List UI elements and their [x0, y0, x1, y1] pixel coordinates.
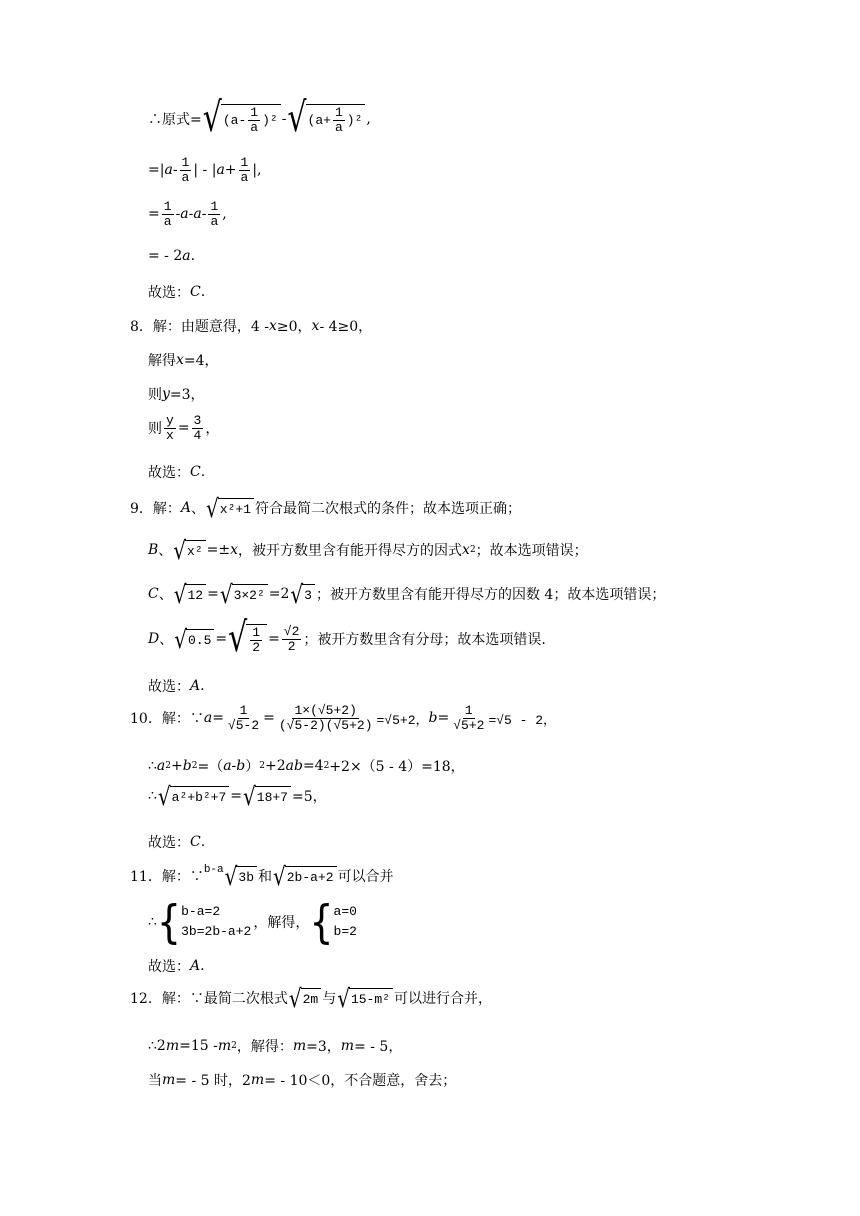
- text: 11．解：∵: [130, 869, 204, 885]
- denominator: 2: [287, 638, 296, 654]
- p12-line-2: [148, 1036, 402, 1056]
- var-x: x: [462, 542, 470, 558]
- var-x: x: [311, 318, 320, 334]
- text: ,: [366, 111, 371, 128]
- radicand: x²: [185, 540, 206, 560]
- option-letter: C: [148, 586, 159, 602]
- numerator: 1: [334, 105, 343, 120]
- radicand: 3: [302, 584, 315, 604]
- text: 故选：: [148, 285, 190, 301]
- exponent: 2: [469, 545, 476, 555]
- text: .: [200, 678, 205, 694]
- text: .: [190, 248, 196, 264]
- var-x: x: [176, 352, 184, 368]
- option-letter: D: [148, 631, 160, 648]
- text: 则: [148, 421, 162, 438]
- answer-letter: A: [190, 678, 201, 694]
- equation: a=0: [333, 904, 357, 919]
- text: |,: [252, 162, 262, 179]
- radicand: 18+7: [255, 786, 291, 806]
- answer-letter: C: [190, 464, 201, 480]
- exponent: 2: [323, 761, 330, 771]
- text: -: [175, 206, 181, 223]
- fraction: [451, 704, 486, 732]
- radical: √ 3×2²: [220, 584, 268, 604]
- text: ≥0，: [276, 319, 312, 335]
- equation: b=2: [333, 923, 357, 939]
- var-a: a: [216, 162, 225, 179]
- p8-answer: [148, 462, 205, 482]
- text: ∴: [148, 788, 157, 804]
- denominator: √5+2: [453, 717, 485, 733]
- text: =5，: [291, 789, 327, 805]
- numerator: 3: [193, 413, 202, 428]
- text: ，被开方数里含有能开得尽方的因式: [238, 543, 463, 559]
- denominator: a: [240, 169, 249, 185]
- text: =: [177, 420, 190, 437]
- text: =（: [197, 759, 224, 775]
- var-a: a: [203, 710, 213, 727]
- text: 解得: [148, 353, 176, 369]
- var-m: m: [250, 1072, 265, 1088]
- text: 和: [258, 869, 272, 885]
- p12-line-3: [148, 1070, 456, 1090]
- denominator: x: [166, 427, 174, 443]
- numerator: y: [166, 413, 174, 428]
- text: =√5+2，: [376, 712, 429, 728]
- text: =±: [206, 542, 231, 558]
- radicand: a²+b²+7: [170, 786, 230, 806]
- text: 当: [148, 1073, 162, 1089]
- radical: √ x²: [173, 540, 205, 560]
- equation-system: { b-a=2 3b=2b-a+2: [156, 895, 252, 948]
- numerator: 1: [163, 199, 172, 214]
- text: =: [212, 710, 224, 727]
- text: =15 -: [179, 1038, 218, 1054]
- text: | - |: [193, 162, 217, 179]
- text: ，解得：: [236, 1039, 293, 1055]
- var-a: a: [182, 248, 191, 264]
- numerator: 1×(√5+2): [294, 703, 357, 718]
- radical: √ 3: [290, 584, 315, 604]
- denominator: a: [250, 119, 259, 135]
- p9-line-3: [148, 579, 666, 609]
- var-b: b: [182, 758, 192, 774]
- fraction: [162, 200, 174, 228]
- text: .: [200, 834, 206, 850]
- p7-line-4: [148, 248, 195, 264]
- text: 、: [158, 543, 173, 559]
- text: 12．解：∵最简二次根式: [130, 991, 288, 1007]
- text: =3，: [169, 387, 205, 403]
- numerator: 1: [250, 105, 259, 120]
- radicand: 0.5: [186, 629, 214, 649]
- text: 可以进行合并，: [393, 991, 492, 1007]
- text: ,: [222, 206, 227, 223]
- radical: √ (a- $\frac{1}{a}$ )²: [203, 104, 281, 134]
- text: +: [171, 758, 183, 774]
- radical: √ 3b: [225, 866, 257, 886]
- denominator: a: [334, 119, 343, 135]
- text: 、: [158, 587, 173, 603]
- text: =4，: [183, 353, 219, 369]
- numerator: 1: [210, 199, 219, 214]
- text: .: [200, 464, 206, 480]
- denominator: a: [163, 213, 172, 229]
- text: )²: [346, 112, 363, 128]
- radicand: 3×2²: [232, 584, 268, 604]
- numerator: 1: [181, 155, 190, 170]
- radical: √ 18+7: [243, 786, 291, 806]
- var-a: a: [156, 758, 166, 774]
- radical: √ 0.5: [174, 629, 214, 649]
- p7-line-2: [148, 156, 262, 184]
- equation: 3b=2b-a+2: [181, 923, 252, 939]
- text: +2×（5 - 4）=18，: [329, 759, 465, 775]
- text: 符合最简二次根式的条件；故本选项正确；: [255, 501, 522, 517]
- var-m: m: [162, 1072, 176, 1088]
- text: = - 10＜0，不合题意，舍去；: [264, 1073, 457, 1089]
- var-a: a: [164, 162, 173, 179]
- text: - 4≥0，: [319, 319, 373, 335]
- fraction: [239, 156, 251, 184]
- text: =√5 - 2，: [488, 712, 557, 728]
- denominator: 4: [193, 427, 202, 443]
- p10-line-2: [148, 756, 465, 776]
- text: 故选：: [148, 959, 190, 975]
- exponent: 2: [191, 761, 198, 771]
- var-a: a: [180, 206, 189, 223]
- fraction: [192, 414, 204, 442]
- p9-line-2: [148, 535, 588, 565]
- text: =: [148, 206, 160, 223]
- var-b: b: [428, 710, 438, 727]
- p8-line-1: [130, 316, 372, 336]
- root-index: b-a: [203, 864, 224, 876]
- radical: √ x²+1: [206, 498, 254, 518]
- var-a: a: [193, 206, 202, 223]
- p11-line-1: [130, 861, 394, 891]
- text: 故选：: [148, 465, 190, 481]
- var-m: m: [165, 1038, 180, 1054]
- var-a: a: [223, 758, 232, 774]
- p8-line-2: [148, 350, 219, 370]
- radical: √ 2b-a+2: [273, 866, 337, 886]
- radical: √ 15-m²: [337, 988, 393, 1008]
- fraction: [277, 704, 375, 732]
- text: 、: [159, 632, 174, 649]
- p10-line-3: [148, 781, 327, 811]
- text: 8．解：由题意得，4 -: [130, 319, 269, 335]
- p8-line-4: [148, 414, 219, 442]
- text: ，解得，: [253, 914, 310, 931]
- text: = - 5 时，2: [175, 1073, 251, 1089]
- denominator: 2: [252, 639, 261, 655]
- p7-answer: [148, 282, 205, 302]
- radicand: x²+1: [218, 498, 254, 518]
- var-x: x: [269, 318, 277, 334]
- text: ）: [245, 759, 260, 775]
- radical: √ 12: [174, 584, 206, 604]
- p10-line-1: [130, 704, 556, 732]
- fraction: [282, 625, 302, 653]
- p11-line-2: [148, 895, 359, 948]
- text: = - 5，: [354, 1039, 403, 1055]
- numerator: 1: [240, 155, 249, 170]
- text: 则: [148, 387, 162, 403]
- var-x: x: [230, 542, 239, 558]
- text: =: [207, 586, 219, 602]
- answer-letter: A: [190, 958, 201, 974]
- text: =: [230, 788, 243, 804]
- text: = - 2: [148, 248, 183, 264]
- radicand: 2m: [301, 988, 322, 1008]
- solution-system: { a=0 b=2: [309, 895, 357, 948]
- var-b: b: [236, 758, 246, 774]
- radicand: 3b: [236, 866, 257, 886]
- text: 9．解：: [130, 501, 181, 517]
- text: =3，: [306, 1039, 341, 1055]
- var-m: m: [292, 1038, 307, 1054]
- fraction: [180, 156, 192, 184]
- var-m: m: [217, 1038, 232, 1054]
- fraction: [250, 626, 262, 654]
- numerator: √2: [283, 624, 300, 639]
- option-letter: B: [148, 542, 159, 558]
- text: =: [268, 631, 280, 648]
- var-m: m: [340, 1038, 355, 1054]
- text: 、: [191, 501, 206, 517]
- numerator: 1: [239, 703, 248, 718]
- denominator: √5-2: [227, 717, 260, 733]
- p10-answer: [148, 832, 205, 852]
- text: -: [231, 758, 237, 774]
- text: -: [188, 206, 194, 223]
- text: =: [215, 631, 228, 648]
- fraction: [333, 106, 345, 134]
- p9-answer: [148, 676, 205, 696]
- text: -: [201, 206, 207, 223]
- equation: b-a=2: [181, 904, 221, 919]
- denominator: a: [210, 213, 219, 229]
- text: -: [281, 111, 287, 128]
- text: ∴原式=: [148, 112, 202, 129]
- p7-line-1: [148, 94, 371, 142]
- text: ；被开方数里含有能开得尽方的因数 4；故本选项错误；: [315, 587, 666, 603]
- radicand: 2b-a+2: [285, 866, 337, 886]
- answer-letter: C: [190, 284, 201, 300]
- text: (a+: [307, 112, 331, 128]
- text: ∴2: [148, 1038, 166, 1054]
- text: ；被开方数里含有分母；故本选项错误.: [303, 632, 546, 649]
- radical: √ a²+b²+7: [158, 786, 229, 806]
- var-y: y: [162, 386, 170, 402]
- p12-line-1: [130, 983, 492, 1013]
- exponent: 2: [259, 761, 265, 771]
- denominator: (√5-2)(√5+2): [278, 717, 373, 733]
- radical: √ $\frac{1}{2}$: [228, 624, 267, 654]
- p9-line-1: [130, 493, 522, 523]
- fraction: [248, 106, 260, 134]
- text: 故选：: [148, 835, 190, 851]
- text: )²: [262, 112, 278, 128]
- option-letter: A: [180, 500, 192, 516]
- p9-line-4: [148, 614, 546, 662]
- text: (a-: [222, 112, 247, 128]
- text: =2: [268, 586, 290, 602]
- text: ，: [205, 421, 220, 438]
- p8-line-3: [148, 384, 205, 404]
- text: 10．解：∵: [130, 711, 204, 728]
- text: +2: [264, 758, 286, 774]
- text: ；故本选项错误；: [475, 543, 588, 559]
- var-ab: ab: [285, 758, 303, 774]
- radicand: 12: [185, 584, 206, 604]
- text: =: [437, 710, 450, 727]
- text: ∴: [148, 913, 157, 930]
- exponent: 2: [165, 761, 172, 771]
- radicand: 15-m²: [349, 988, 393, 1008]
- text: .: [200, 284, 206, 300]
- p7-line-3: [148, 200, 227, 228]
- text: =: [263, 710, 275, 727]
- p11-answer: [148, 956, 205, 976]
- numerator: 1: [252, 625, 261, 640]
- exponent: 2: [231, 1041, 237, 1051]
- text: .: [200, 958, 205, 974]
- denominator: a: [181, 169, 190, 185]
- radical: √ 2m: [289, 988, 321, 1008]
- text: -: [172, 162, 178, 179]
- text: 可以合并: [337, 869, 394, 885]
- text: 故选：: [148, 679, 190, 695]
- text: =|: [148, 162, 165, 179]
- radical: √ (a+ $\frac{1}{a}$ )²: [287, 104, 365, 134]
- text: +: [224, 162, 237, 179]
- answer-letter: C: [190, 834, 201, 850]
- fraction: [226, 704, 261, 732]
- text: =4: [302, 758, 324, 774]
- text: 与: [322, 991, 337, 1007]
- text: ∴: [148, 758, 157, 774]
- fraction: [164, 414, 176, 442]
- numerator: 1: [464, 703, 473, 718]
- fraction: [208, 200, 220, 228]
